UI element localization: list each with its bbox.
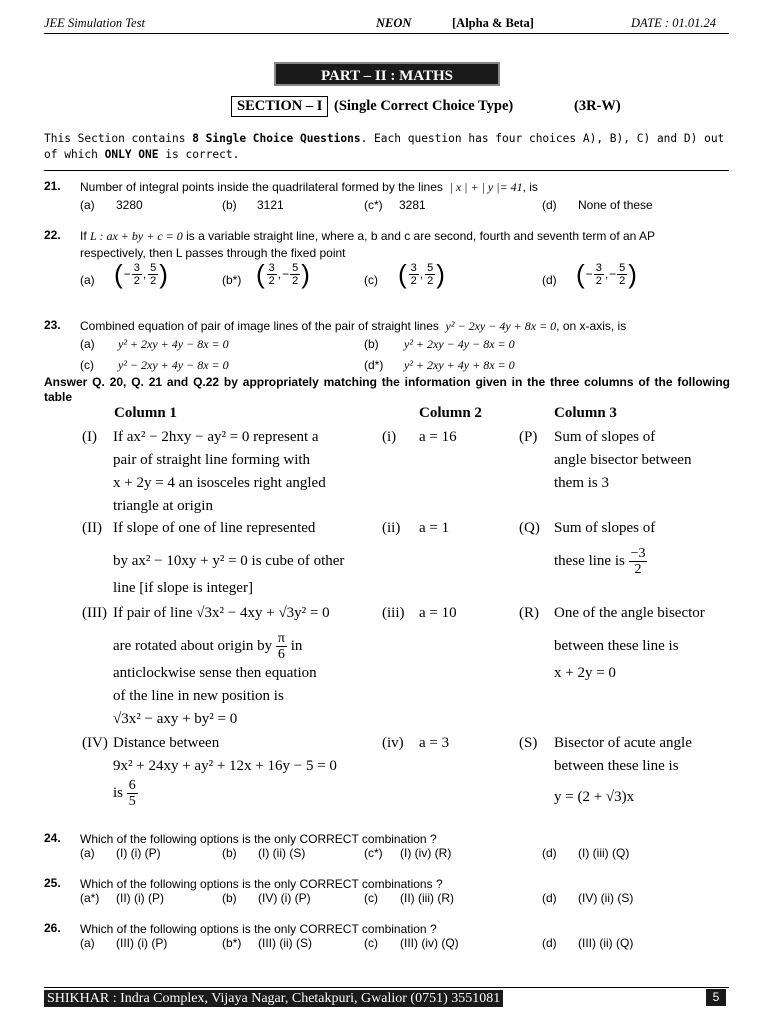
option-d: y² + 2xy + 4y + 8x = 0 — [404, 358, 515, 372]
header-date: DATE : 01.01.24 — [631, 16, 716, 30]
option-c-label: (c*) — [364, 198, 383, 212]
question-number: 24. — [44, 831, 61, 845]
column-3-header: Column 3 — [554, 405, 617, 421]
matching-table — [78, 402, 712, 810]
header-batch: NEON — [376, 16, 412, 30]
part-title: PART – II : MATHS — [274, 62, 500, 86]
question-number: 23. — [44, 318, 61, 332]
option-a-label: (a) — [80, 337, 95, 351]
column-1-header: Column 1 — [114, 405, 177, 421]
row-2-column-3: Sum of slopes of these line is $\frac{-3}{2}$ — [554, 520, 656, 577]
option-c-label: (c) — [364, 891, 378, 905]
option-a: 3280 — [116, 198, 143, 212]
question-text: Which of the following options is the only CORRECT combination ? — [80, 832, 437, 846]
option-b: ( $\frac{3}{2}$ , − $\frac{5}{2}$ ) — [256, 259, 310, 289]
section-type: (Single Correct Choice Type) — [334, 98, 514, 114]
option-a: (I) (i) (P) — [116, 846, 161, 860]
option-b-label: (b) — [222, 846, 237, 860]
question-number: 21. — [44, 179, 61, 193]
header-batch-sub: [Alpha & Beta] — [452, 16, 534, 30]
option-a-label: (a*) — [80, 891, 100, 905]
question-text-line-2: respectively, then L passes through the fixed point — [80, 246, 346, 260]
page-number: 5 — [706, 989, 726, 1006]
option-c-label: (c) — [80, 358, 94, 372]
option-d-label: (d*) — [364, 358, 384, 372]
option-b-label: (b*) — [222, 273, 242, 287]
row-3-column-1: If pair of line √3x² − 4xy + √3y² = 0 are rotated about origin by $\frac{\pi}{6}$ in anticlockwise sense then equation of the line in new position is √3x² − axy + by² = 0 — [113, 605, 330, 727]
row-3-column-3: One of the angle bisector between these line is x + 2y = 0 — [554, 605, 705, 681]
option-b: y² + 2xy − 4y − 8x = 0 — [404, 337, 515, 351]
intro-rule — [44, 170, 729, 171]
option-c-label: (c) — [364, 273, 378, 287]
option-d: (IV) (ii) (S) — [578, 891, 634, 905]
option-d-label: (d) — [542, 198, 557, 212]
header-test-name: JEE Simulation Test — [44, 16, 145, 30]
row-2-column-2: a = 1 — [419, 520, 450, 536]
question-number: 26. — [44, 921, 61, 935]
option-d-label: (d) — [542, 846, 557, 860]
row-4-column-2-label: (iv) — [382, 735, 404, 751]
option-d: (I) (iii) (Q) — [578, 846, 630, 860]
option-a-label: (a) — [80, 846, 95, 860]
option-d: None of these — [578, 198, 653, 212]
row-1-column-1: If ax² − 2hxy − ay² = 0 represent a pair of straight line forming with x + 2y = 4 an isosceles right angled triangle at origin — [113, 429, 326, 514]
row-2-column-2-label: (ii) — [382, 520, 401, 536]
row-3-column-3-label: (R) — [519, 605, 539, 621]
row-4-column-1: Distance between 9x² + 24xy + ay² + 12x + 16y − 5 = 0 is $\frac{6}{5}$ — [113, 735, 337, 809]
section-marking: (3R-W) — [574, 98, 621, 114]
option-c: (III) (iv) (Q) — [400, 936, 459, 950]
option-a-label: (a) — [80, 198, 95, 212]
section-instructions: This Section contains 8 Single Choice Questions. Each question has four choices A), B), C) and D) out of which ONLY ONE is correct. — [44, 132, 725, 161]
section-label: SECTION – I — [231, 96, 328, 117]
header-rule — [44, 33, 729, 34]
option-d-label: (d) — [542, 936, 557, 950]
row-1-column-2-label: (i) — [382, 429, 397, 445]
option-c-label: (c) — [364, 936, 378, 950]
footer-rule — [44, 987, 729, 988]
row-1-column-3-label: (P) — [519, 429, 538, 445]
matching-instructions: Answer Q. 20, Q. 21 and Q.22 by appropriately matching the information given in the three columns of the following table — [44, 375, 730, 404]
option-a-label: (a) — [80, 936, 95, 950]
footer-address: SHIKHAR : Indra Complex, Vijaya Nagar, Chetakpuri, Gwalior (0751) 3551081 — [44, 990, 503, 1007]
option-b-label: (b) — [222, 891, 237, 905]
question-text: Number of integral points inside the quadrilateral formed by the lines | x | + | y |= 41, is — [80, 180, 538, 194]
row-3-column-2: a = 10 — [419, 605, 457, 621]
option-b: (IV) (i) (P) — [258, 891, 311, 905]
option-a: ( − $\frac{3}{2}$ , $\frac{5}{2}$ ) — [114, 259, 168, 289]
row-2-column-3-label: (Q) — [519, 520, 540, 536]
option-c: (I) (iv) (R) — [400, 846, 452, 860]
option-b-label: (b) — [222, 198, 237, 212]
question-text: Which of the following options is the only CORRECT combinations ? — [80, 877, 443, 891]
option-b-label: (b*) — [222, 936, 242, 950]
question-text: Combined equation of pair of image lines of the pair of straight lines y² − 2xy − 4y + 8x = 0, on x-axis, is — [80, 319, 627, 333]
row-1-column-2: a = 16 — [419, 429, 457, 445]
option-b: 3121 — [257, 198, 284, 212]
option-b: (III) (ii) (S) — [258, 936, 312, 950]
question-number: 22. — [44, 228, 61, 242]
row-label: (III) — [82, 605, 107, 621]
question-number: 25. — [44, 876, 61, 890]
row-label: (IV) — [82, 735, 108, 751]
option-d-label: (d) — [542, 891, 557, 905]
row-label: (I) — [82, 429, 97, 445]
row-2-column-1: If slope of one of line represented by ax² − 10xy + y² = 0 is cube of other line [if slope is integer] — [113, 520, 345, 596]
option-c: 3281 — [399, 198, 426, 212]
option-c: (II) (iii) (R) — [400, 891, 454, 905]
option-c-label: (c*) — [364, 846, 383, 860]
question-text: Which of the following options is the only CORRECT combination ? — [80, 922, 437, 936]
option-a: (II) (i) (P) — [116, 891, 164, 905]
option-a: (III) (i) (P) — [116, 936, 168, 950]
row-3-column-2-label: (iii) — [382, 605, 405, 621]
option-d-label: (d) — [542, 273, 557, 287]
question-text-line-1: If L : ax + by + c = 0 is a variable straight line, where a, b and c are second, fourth and seventh term of an AP — [80, 229, 656, 243]
row-4-column-3-label: (S) — [519, 735, 538, 751]
option-d: (III) (ii) (Q) — [578, 936, 634, 950]
option-d: ( − $\frac{3}{2}$ , − $\frac{5}{2}$ ) — [576, 259, 637, 289]
option-a-label: (a) — [80, 273, 95, 287]
option-b-label: (b) — [364, 337, 379, 351]
row-label: (II) — [82, 520, 102, 536]
row-1-column-3: Sum of slopes of angle bisector between them is 3 — [554, 429, 692, 491]
column-2-header: Column 2 — [419, 405, 482, 421]
option-a: y² + 2xy + 4y − 8x = 0 — [118, 337, 229, 351]
row-4-column-2: a = 3 — [419, 735, 450, 751]
option-c: y² − 2xy + 4y − 8x = 0 — [118, 358, 229, 372]
option-c: ( $\frac{3}{2}$ , $\frac{5}{2}$ ) — [398, 259, 445, 289]
option-b: (I) (ii) (S) — [258, 846, 306, 860]
row-4-column-3: Bisector of acute angle between these line is y = (2 + √3)x — [554, 735, 692, 805]
